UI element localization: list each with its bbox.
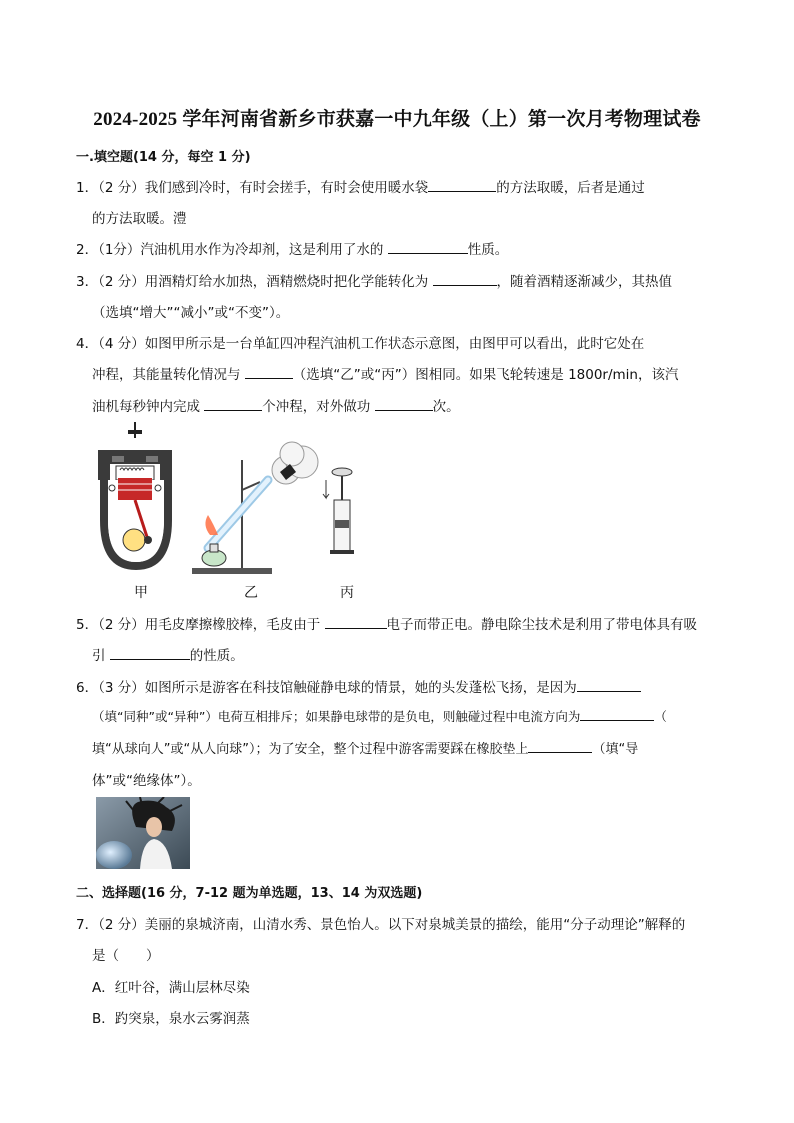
question-4-text-c: 油机每秒钟内完成 <box>92 399 205 415</box>
question-1-text-a: 1．（2 分）我们感到冷时，有时会搓手，有时会使用暖水袋 <box>76 180 429 196</box>
question-1-line-1 <box>76 176 645 196</box>
question-6-line-1 <box>76 676 641 696</box>
question-3-text-a: 3．（2 分）用酒精灯给水加热，酒精燃烧时把化学能转化为 <box>76 274 433 290</box>
question-5-line-1 <box>76 613 697 633</box>
question-4-line-3 <box>92 395 460 415</box>
syringe-diagram <box>323 468 354 554</box>
question-6-text-a: 6．（3 分）如图所示是游客在科技馆触碰静电球的情景，她的头发蓬松飞扬，是因为 <box>76 680 577 696</box>
option-b[interactable]: B．趵突泉，泉水云雾润蒸 <box>92 1011 250 1027</box>
question-4-text-e: 次。 <box>432 399 460 415</box>
question-7-line-1: 7．（2 分）美丽的泉城济南，山清水秀、景色怡人。以下对泉城美景的描绘，能用“分子动理论”解释的 <box>76 917 686 933</box>
question-6-text-b: （填“同种”或“异种”）电荷互相排斥；如果静电球带的是负电，则触碰过程中电流方向为 <box>92 709 581 724</box>
question-7-line-2: 是（ ） <box>92 948 160 964</box>
answer-blank[interactable] <box>580 708 654 721</box>
page-title: 2024-2025 学年河南省新乡市获嘉一中九年级（上）第一次月考物理试卷 <box>93 109 701 130</box>
test-tube-diagram <box>192 442 318 574</box>
question-2-text-a: 2．（1分）汽油机用水作为冷却剂，这是利用了水的 <box>76 242 388 258</box>
question-6-text-e: （填“导 <box>592 742 639 757</box>
question-3-text-b: ，随着酒精逐渐减少，其热值 <box>496 274 673 290</box>
question-2-line-1 <box>76 238 508 258</box>
answer-blank[interactable] <box>245 366 293 379</box>
question-1-line-2: 的方法取暖。澧 <box>92 211 187 227</box>
answer-blank[interactable] <box>528 740 592 753</box>
question-6-line-3 <box>92 738 638 757</box>
engine-diagram <box>98 422 172 570</box>
answer-blank[interactable] <box>325 616 387 629</box>
static-ball-photo <box>96 797 190 869</box>
question-3-line-1 <box>76 270 672 290</box>
answer-blank[interactable] <box>375 398 433 411</box>
section-heading-multiple-choice: 二、选择题(16 分，7-12 题为单选题，13、14 为双选题) <box>76 886 423 901</box>
question-6-text-d: 填“从球向人”或“从人向球”）；为了安全，整个过程中游客需要踩在橡胶垫上 <box>92 742 529 757</box>
question-5-text-c: 引 <box>92 648 110 664</box>
answer-blank[interactable] <box>110 647 190 660</box>
question-3-line-2: （选填“增大”“减小”或“不变”）。 <box>92 305 290 321</box>
question-4-line-1: 4．（4 分）如图甲所示是一台单缸四冲程汽油机工作状态示意图，由图甲可以看出，此时它处在 <box>76 336 645 352</box>
answer-blank[interactable] <box>577 679 641 692</box>
question-4-line-2 <box>92 363 678 383</box>
answer-blank[interactable] <box>428 179 496 192</box>
question-6-text-c: （ <box>654 709 667 724</box>
question-6-line-4: 体”或“绝缘体”）。 <box>92 773 201 789</box>
question-5-text-b: 电子而带正电。静电除尘技术是利用了带电体具有吸 <box>386 617 698 633</box>
answer-blank[interactable] <box>204 398 262 411</box>
question-5-text-d: 的性质。 <box>189 648 244 664</box>
question-5-line-2 <box>92 644 244 664</box>
figure-label-yi: 乙 <box>244 585 258 601</box>
question-2-text-b: 性质。 <box>467 242 509 258</box>
question-5-text-a: 5．（2 分）用毛皮摩擦橡胶棒，毛皮由于 <box>76 617 325 633</box>
figure-label-jia: 甲 <box>134 585 148 601</box>
question-4-text-d: 个冲程，对外做功 <box>262 399 375 415</box>
option-a[interactable]: A．红叶谷，满山层林尽染 <box>92 980 250 996</box>
question-4-text-b: （选填“乙”或“丙”）图相同。如果飞轮转速是 1800r/min，该汽 <box>292 367 679 383</box>
section-heading-fill-in: 一.填空题(14 分，每空 1 分) <box>76 150 251 165</box>
question-6-line-2 <box>92 707 667 725</box>
experiment-figure <box>90 420 390 602</box>
figure-label-bing: 丙 <box>340 585 354 601</box>
answer-blank[interactable] <box>433 273 497 286</box>
question-4-text-a: 冲程，其能量转化情况与 <box>92 367 245 383</box>
answer-blank[interactable] <box>388 241 468 254</box>
question-1-text-b: 的方法取暖，后者是通过 <box>496 180 645 196</box>
